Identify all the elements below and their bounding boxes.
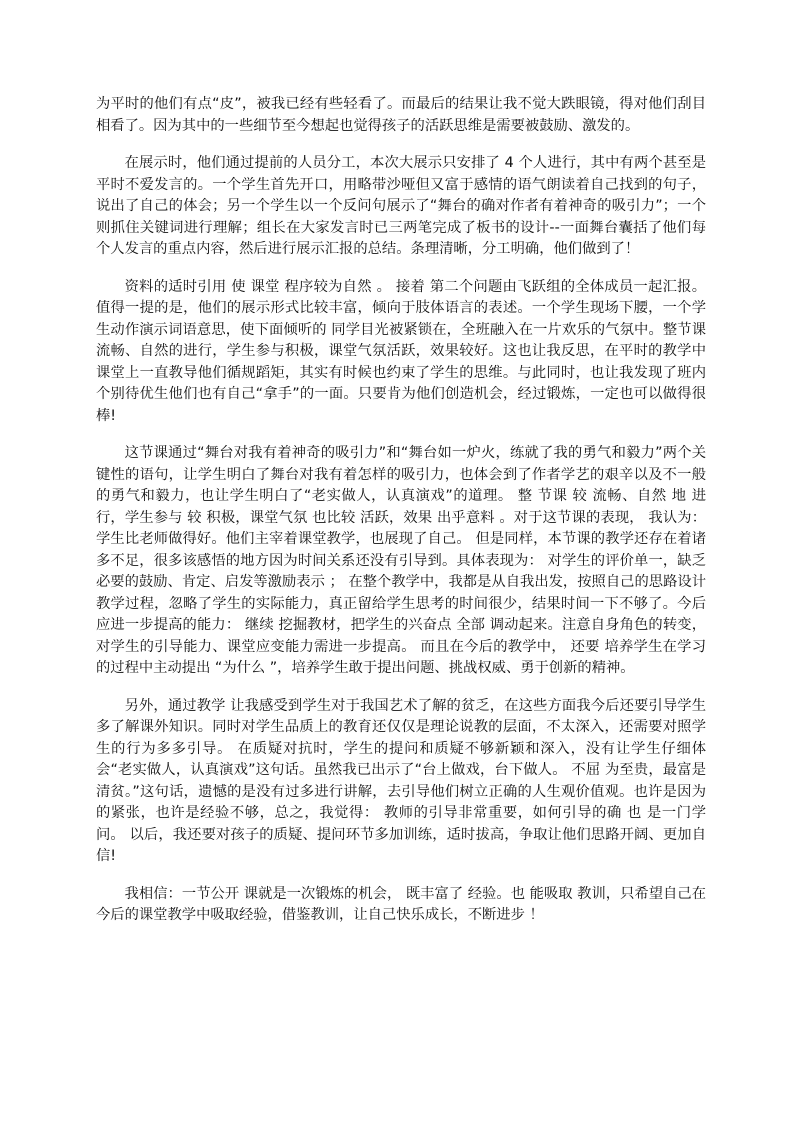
paragraph-6: 我相信：一节公开 课就是一次锻炼的机会， 既丰富了 经验。也 能吸取 教训，只希望自己在今后的课堂教学中吸取经验，借鉴教训，让自己快乐成长，不断进步 ！	[96, 885, 706, 923]
paragraph-1: 为平时的他们有点“皮”，被我已经有些轻看了。而最后的结果让我不觉大跌眼镜，得对他们刮目相看了。因为其中的一些细节至今想起也觉得孩子的活跃思维是需要被鼓励、激发的。	[96, 96, 706, 134]
paragraph-3: 资料的适时引用 使 课堂 程序较为自然 。 接着 第二个问题由飞跃组的全体成员一起汇报。值得一提的是，他们的展示形式比较丰富，倾向于肢体语言的表述。一个学生现场下腰，一个学生动作演示词语意思，使下面倾听的 同学目光被紧锁在，全班融入在一片欢乐的气氛中。整节课流畅、自然的进行，学生参与积极，课堂气氛活跃，效果较好。这也让我反思，在平时的教学中课堂上一直教导他们循规蹈矩，其实有时候也约束了学生的思维。与此同时，也让我发现了班内个别待优生他们也有自己“拿手”的一面。只要肯为他们创造机会，经过锻炼，一定也可以做得很棒!	[96, 278, 706, 424]
document-page	[96, 94, 706, 943]
paragraph-4: 这节课通过“舞台对我有着神奇的吸引力”和“舞台如一炉火，练就了我的勇气和毅力”两个关键性的语句，让学生明白了舞台对我有着怎样的吸引力，也体会到了作者学艺的艰辛以及不一般的勇气和毅力，也让学生明白了“老实做人，认真演戏”的道理。 整 节课 较 流畅、自然 地 进行，学生参与 较 积极，课堂气氛 也比较 活跃，效果 出乎意料 。对于这节课的表现， 我认为： 学生比老师做得好。他们主宰着课堂教学，也展现了自己。 但是同样，本节课的教学还存在着诸多不足，很多该感悟的地方因为时间关系还没有引导到。具体表现为： 对学生的评价单一，缺乏必要的鼓励、肯定、启发等激励表示 ； 在整个教学中，我都是从自我出发，按照自己的思路设计教学过程，忽略了学生的实际能力，真正留给学生思考的时间很少，结果时间一下不够了。今后应进一步提高的能力： 继续 挖掘教材，把学生的兴奋点 全部 调动起来。注意自身角色的转变，对学生的引导能力、课堂应变能力需进一步提高。 而且在今后的教学中， 还要 培养学生在学习的过程中主动提出 “为什么 ”，培养学生敢于提出问题、挑战权威、勇于创新的精神。	[96, 445, 706, 676]
paragraph-5: 另外，通过教学 让我感受到学生对于我国艺术了解的贫乏，在这些方面我今后还要引导学生多了解课外知识。同时对学生品质上的教育还仅仅是理论说教的层面，不太深入，还需要对照学生的行为多多引导。 在质疑对抗时，学生的提问和质疑不够新颖和深入，没有让学生仔细体会“老实做人，认真演戏”这句话。虽然我已出示了“台上做戏，台下做人。 不屈 为至贵，最富是清贫。”这句话，遗憾的是没有过多进行讲解，去引导他们树立正确的人生观价值观。也许是因为的紧张，也许是经验不够，总之，我觉得： 教师的引导非常重要，如何引导的确 也 是一门学问。 以后，我还要对孩子的质疑、提问环节多加训练，适时拔高，争取让他们思路开阔、更加自信!	[96, 697, 706, 864]
paragraph-2: 在展示时，他们通过提前的人员分工，本次大展示只安排了 4 个人进行，其中有两个甚至是平时不爱发言的。一个学生首先开口，用略带沙哑但又富于感情的语气朗读着自己找到的句子，说出了自己的体会；另一个学生以一个反问句展示了“舞台的确对作者有着神奇的吸引力”；一个则抓住关键词进行理解；组长在大家发言时已三两笔完成了板书的设计--一面舞台囊括了他们每个人发言的重点内容，然后进行展示汇报的总结。条理清晰，分工明确，他们做到了！	[96, 155, 706, 257]
